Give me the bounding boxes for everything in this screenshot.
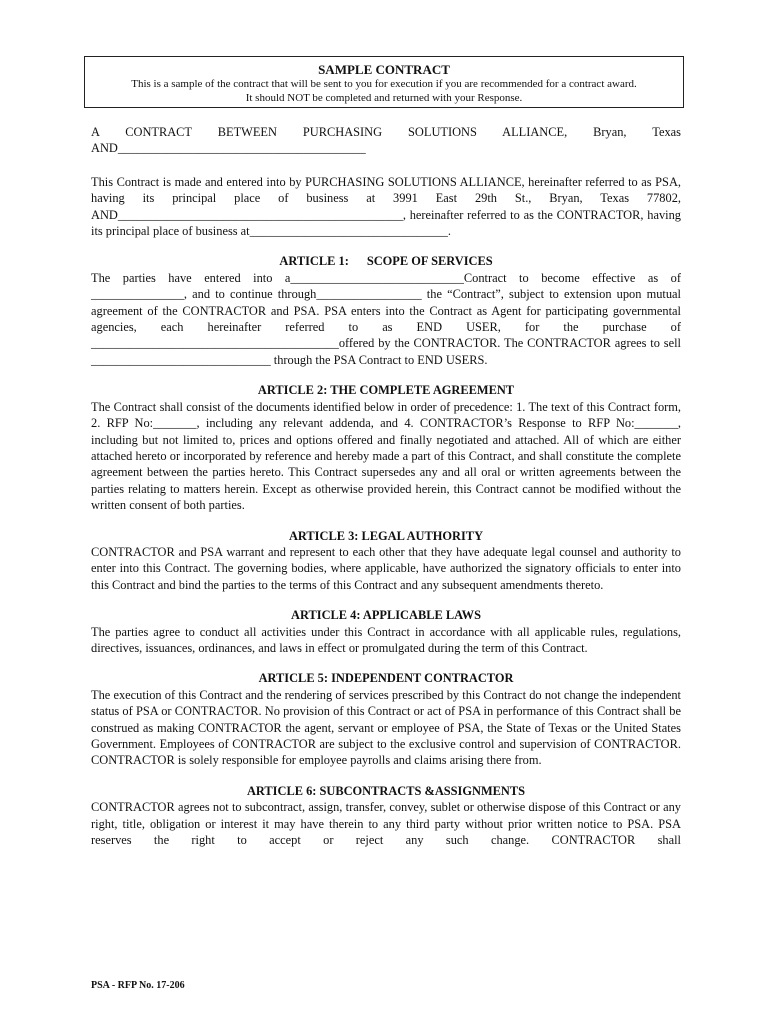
intro-line-2: AND________________________________________: [91, 141, 366, 156]
page-footer: PSA - RFP No. 17-206: [91, 980, 185, 991]
article-2-heading: ARTICLE 2: THE COMPLETE AGREEMENT: [257, 383, 515, 398]
article-1-label: ARTICLE 1:: [279, 254, 349, 269]
article-6-text: CONTRACTOR agrees not to subcontract, assign, transfer, convey, sublet or otherwise dispose of this Contract or any right, title, obligation or interest it may have therein to any third party without prior written notice to PSA. PSA reserves the right to accept or reject any such change. CONTRACTOR shall: [91, 800, 681, 848]
article-6-heading: ARTICLE 6: SUBCONTRACTS &ASSIGNMENTS: [246, 783, 526, 798]
intro-line-1: A CONTRACT BETWEEN PURCHASING SOLUTIONS ALLIANCE, Bryan, Texas: [91, 125, 681, 139]
article-2-text: The Contract shall consist of the documents identified below in order of precedence: 1. The text of this Contract form, 2. RFP No:_______, including any relevant addenda, and 4. CONTRACTOR’s Response to RFP No:_______, including but not limited to, prices and options offered and finally negotiated and attached. All of which are either attached hereto or incorporated by reference and hereby made a part of this Contract, and shall constitute the complete agreement between the parties hereto. This Contract supersedes any and all oral or written agreements between the parties relating to matters herein. Except as otherwise provided herein, this Contract cannot be modified without the written consent of both parties.: [91, 399, 681, 513]
article-5-heading: ARTICLE 5: INDEPENDENT CONTRACTOR: [258, 671, 514, 686]
article-1-heading: [91, 253, 681, 269]
sample-contract-notice-box: [84, 56, 684, 108]
article-4-heading: ARTICLE 4: APPLICABLE LAWS: [291, 608, 481, 623]
notice-title: SAMPLE CONTRACT: [318, 62, 450, 77]
intro-paragraph: This Contract is made and entered into by PURCHASING SOLUTIONS ALLIANCE, hereinafter referred to as PSA, having its principal place of business at 3991 East 29th St., Bryan, Texas 77802, AND______________________________________________, hereinafter referred to as the CONTRACTOR, having its principal place of business at________________________________.: [91, 174, 681, 239]
article-1-text: The parties have entered into a____________________________Contract to become effective as of _______________, and to continue through_________________ the “Contract”, subject to extension upon mutual agreement of the CONTRACTOR and PSA. PSA enters into the Contract as Agent for participating governmental agencies, each hereinafter referred to as END USER, for the purchase of ________________________________________offered by the CONTRACTOR. The CONTRACTOR agrees to sell _____________________________ through the PSA Contract to END USERS.: [91, 270, 681, 367]
article-5-text: The execution of this Contract and the rendering of services prescribed by this Contract do not change the independent status of PSA or CONTRACTOR. No provision of this Contract or act of PSA in performance of this Contract shall be construed as making CONTRACTOR the agent, servant or employee of PSA, the State of Texas or the United States Government. Employees of CONTRACTOR are subject to the exclusive control and supervision of CONTRACTOR. CONTRACTOR is solely responsible for employee payrolls and claims arising there from.: [91, 687, 681, 768]
article-3-heading: ARTICLE 3: LEGAL AUTHORITY: [288, 528, 484, 543]
notice-line-2: It should NOT be completed and returned with your Response.: [245, 92, 523, 104]
contract-body: [91, 124, 681, 848]
article-3-text: CONTRACTOR and PSA warrant and represent to each other that they have adequate legal counsel and authority to enter into this Contract. The governing bodies, where applicable, have authorized the signatory officials to enter into this Contract and bind the parties to the terms of this Contract and any subsequent amendments thereto.: [91, 544, 681, 592]
article-4-text: The parties agree to conduct all activities under this Contract in accordance with all applicable rules, regulations, directives, issuances, ordinances, and laws in effect or promulgated during the term of this Contract.: [91, 624, 681, 655]
article-1-title: SCOPE OF SERVICES: [366, 254, 493, 269]
notice-line-1: This is a sample of the contract that will be sent to you for execution if you are recommended for a contract award.: [131, 78, 637, 90]
